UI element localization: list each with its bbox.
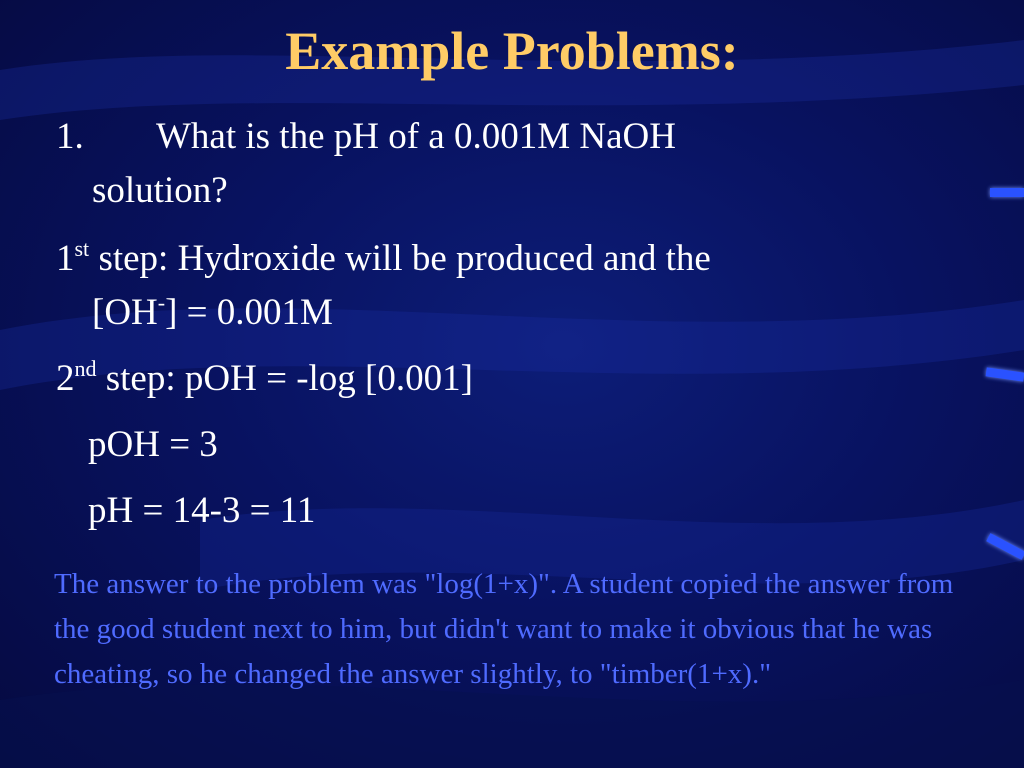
problem-line-2 [92, 170, 228, 213]
joke-text: The answer to the problem was "log(1+x)". A student copied the answer from the good student next to him, but didn't want to make it obvious that he was cheating, so he changed the answer slightly, to "timber(1+x)." [54, 568, 954, 690]
step-2-ordinal: 2 [56, 358, 75, 399]
problem-text-line-2: solution? [92, 170, 228, 211]
step-1-line-1 [56, 238, 711, 281]
step-1-ordinal-suffix: st [74, 236, 90, 261]
step-1-text: step: Hydroxide will be produced and the [89, 238, 711, 279]
hydroxide-bracket-start: [OH [92, 292, 158, 333]
poh-result-line: pOH = 3 [88, 424, 218, 465]
step-1-line-2 [92, 292, 333, 335]
hydroxide-charge: - [157, 290, 166, 315]
accent-tick-1 [990, 188, 1024, 197]
problem-number: 1. [56, 116, 84, 157]
ph-result-line: pH = 14-3 = 11 [88, 490, 316, 531]
slide-title: Example Problems: [285, 21, 739, 81]
problem-line-1 [56, 116, 676, 159]
step-2-ordinal-suffix: nd [74, 356, 97, 381]
step-1-ordinal: 1 [56, 238, 75, 279]
step-2-text: step: pOH = -log [0.001] [96, 358, 473, 399]
hydroxide-concentration: ] = 0.001M [165, 292, 333, 333]
problem-text-line-1: What is the pH of a 0.001M NaOH [156, 116, 676, 157]
step-2-line [56, 358, 473, 401]
